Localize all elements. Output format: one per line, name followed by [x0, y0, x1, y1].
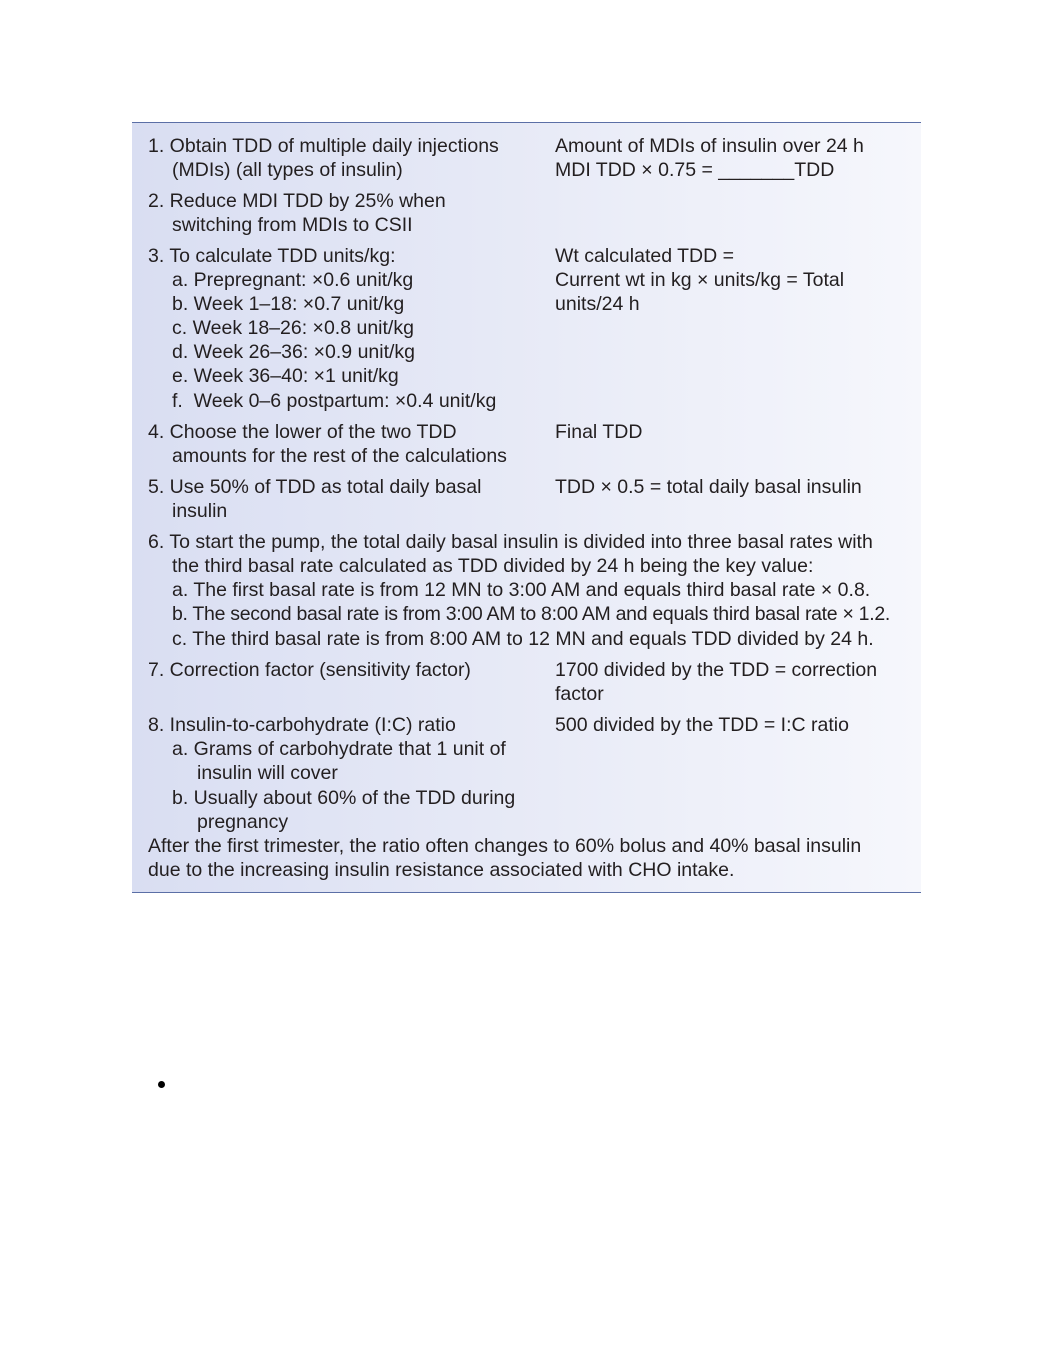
row-3-sub-f: f. Week 0–6 postpartum: ×0.4 unit/kg	[172, 390, 497, 412]
row-5-item-cont: insulin	[172, 500, 228, 522]
row-6-item-cont: the third basal rate calculated as TDD divided by 24 h being the key value:	[172, 555, 814, 577]
row-3-sub-c: c. Week 18–26: ×0.8 unit/kg	[172, 317, 414, 339]
row-3-sub-b: b. Week 1–18: ×0.7 unit/kg	[172, 293, 405, 315]
row-3-sub-e: e. Week 36–40: ×1 unit/kg	[172, 365, 399, 387]
row-5-item: 5. Use 50% of TDD as total daily basal	[148, 476, 482, 498]
row-3-sub-a: a. Prepregnant: ×0.6 unit/kg	[172, 269, 414, 291]
row-6-sub-a: a. The first basal rate is from 12 MN to 3:00 AM and equals third basal rate × 0.8.	[172, 579, 871, 601]
row-3-formula-cont: units/24 h	[555, 293, 640, 315]
row-7-formula: 1700 divided by the TDD = correction	[555, 659, 878, 681]
row-8-sub-b: b. Usually about 60% of the TDD during	[172, 787, 516, 809]
row-8-sub-a: a. Grams of carbohydrate that 1 unit of	[172, 738, 506, 760]
row-1-item-cont: (MDIs) (all types of insulin)	[172, 159, 403, 181]
row-6-sub-c: c. The third basal rate is from 8:00 AM to 12 MN and equals TDD divided by 24 h.	[172, 628, 874, 650]
row-6-item: 6. To start the pump, the total daily basal insulin is divided into three basal rates with	[148, 531, 873, 553]
row-6-sub-b: b. The second basal rate is from 3:00 AM to 8:00 AM and equals third basal rate × 1.2.	[172, 603, 890, 625]
row-7-item: 7. Correction factor (sensitivity factor)	[148, 659, 471, 681]
row-5-formula: TDD × 0.5 = total daily basal insulin	[555, 476, 862, 498]
row-8-formula: 500 divided by the TDD = I:C ratio	[555, 714, 849, 736]
row-3-formula: Wt calculated TDD =	[555, 245, 734, 267]
row-4-item: 4. Choose the lower of the two TDD	[148, 421, 457, 443]
row-8-sub-b-cont: pregnancy	[197, 811, 289, 833]
row-1-formula-cont: MDI TDD × 0.75 = _______TDD	[555, 159, 835, 181]
row-2-item-cont: switching from MDIs to CSII	[172, 214, 413, 236]
footer-note-cont: due to the increasing insulin resistance associated with CHO intake.	[148, 859, 735, 881]
row-2-item: 2. Reduce MDI TDD by 25% when	[148, 190, 446, 212]
row-7-formula-cont: factor	[555, 683, 604, 705]
row-3-sub-d: d. Week 26–36: ×0.9 unit/kg	[172, 341, 416, 363]
row-1-item: 1. Obtain TDD of multiple daily injections	[148, 135, 499, 157]
row-3-item: 3. To calculate TDD units/kg:	[148, 245, 396, 267]
row-1-formula: Amount of MDIs of insulin over 24 h	[555, 135, 864, 157]
footer-note: After the first trimester, the ratio often changes to 60% bolus and 40% basal insulin	[148, 835, 862, 857]
row-8-item: 8. Insulin-to-carbohydrate (I:C) ratio	[148, 714, 456, 736]
list-bullet	[158, 1081, 165, 1088]
row-3-formula-cont: Current wt in kg × units/kg = Total	[555, 269, 845, 291]
row-4-item-cont: amounts for the rest of the calculations	[172, 445, 507, 467]
row-8-sub-a-cont: insulin will cover	[197, 762, 338, 784]
row-4-formula: Final TDD	[555, 421, 643, 443]
